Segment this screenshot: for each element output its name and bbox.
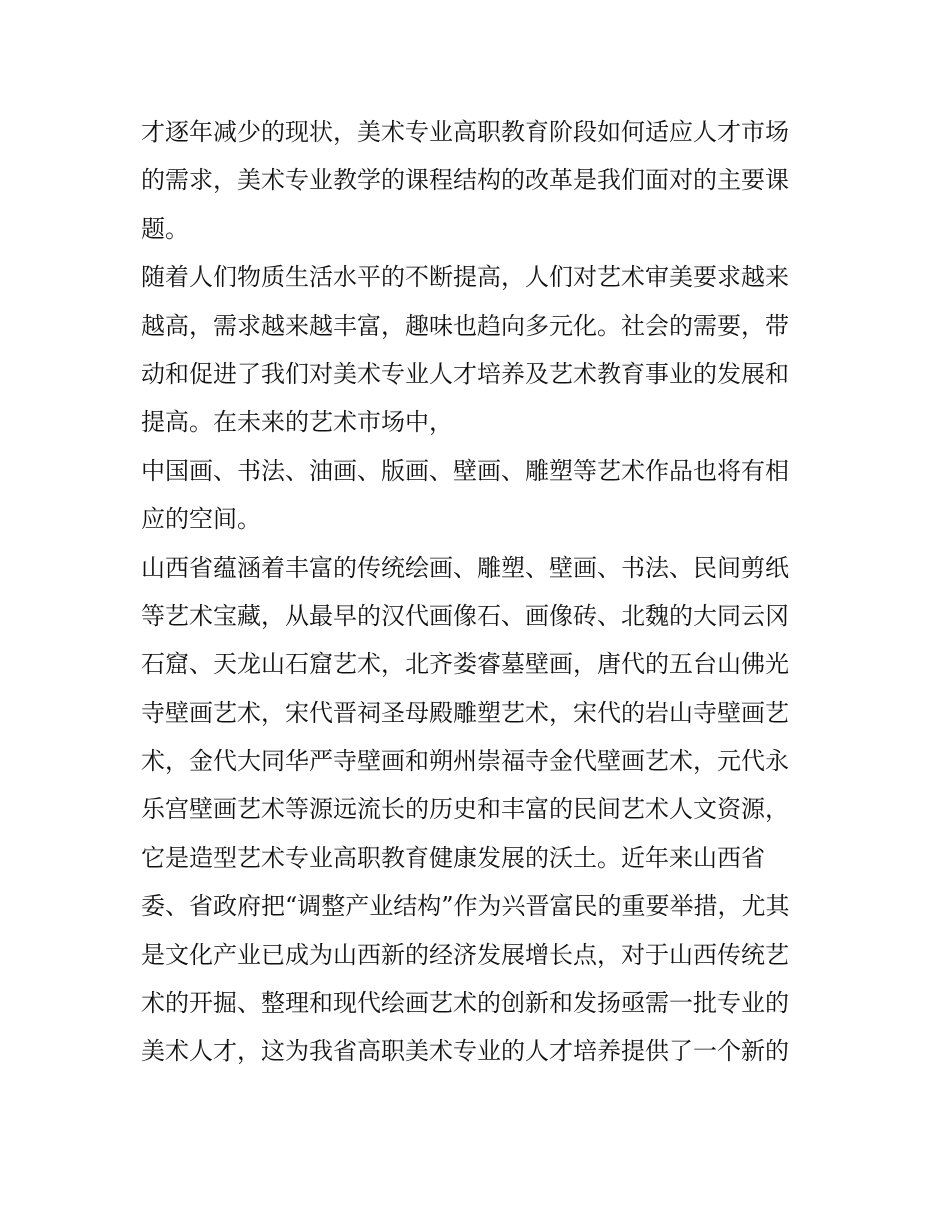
text-line: 动和促进了我们对美术专业人才培养及艺术教育事业的发展和 xyxy=(141,359,789,388)
text-line: 委、省政府把“调整产业结构”作为兴晋富民的重要举措，尤其 xyxy=(141,892,790,921)
text-line: 等艺术宝藏，从最早的汉代画像石、画像砖、北魏的大同云冈 xyxy=(141,601,789,630)
text-line: 应的空间。 xyxy=(141,505,261,534)
text-line: 题。 xyxy=(141,214,189,243)
text-line: 的需求，美术专业教学的课程结构的改革是我们面对的主要课 xyxy=(141,166,789,195)
text-line: 术的开掘、整理和现代绘画艺术的创新和发扬亟需一批专业的 xyxy=(141,989,789,1018)
text-line: 中国画、书法、油画、版画、壁画、雕塑等艺术作品也将有相 xyxy=(141,456,789,485)
text-line: 它是造型艺术专业高职教育健康发展的沃土。近年来山西省 xyxy=(141,843,765,872)
text-line: 提高。在未来的艺术市场中， xyxy=(141,408,453,437)
text-line: 寺壁画艺术，宋代晋祠圣母殿雕塑艺术，宋代的岩山寺壁画艺 xyxy=(141,698,789,727)
text-line: 石窟、天龙山石窟艺术，北齐娄睿墓壁画，唐代的五台山佛光 xyxy=(141,650,789,679)
body-text xyxy=(141,108,821,1076)
text-line: 术，金代大同华严寺壁画和朔州崇福寺金代壁画艺术，元代永 xyxy=(141,747,789,776)
text-line: 美术人才，这为我省高职美术专业的人才培养提供了一个新的 xyxy=(141,1037,789,1066)
text-line: 是文化产业已成为山西新的经济发展增长点，对于山西传统艺 xyxy=(141,940,789,969)
text-line: 越高，需求越来越丰富，趣味也趋向多元化。社会的需要，带 xyxy=(141,311,789,340)
text-line: 山西省蕴涵着丰富的传统绘画、雕塑、壁画、书法、民间剪纸 xyxy=(141,553,789,582)
text-line: 随着人们物质生活水平的不断提高，人们对艺术审美要求越来 xyxy=(141,263,789,292)
text-line: 才逐年减少的现状，美术专业高职教育阶段如何适应人才市场 xyxy=(141,118,789,146)
text-line: 乐宫壁画艺术等源远流长的历史和丰富的民间艺术人文资源， xyxy=(141,795,789,824)
